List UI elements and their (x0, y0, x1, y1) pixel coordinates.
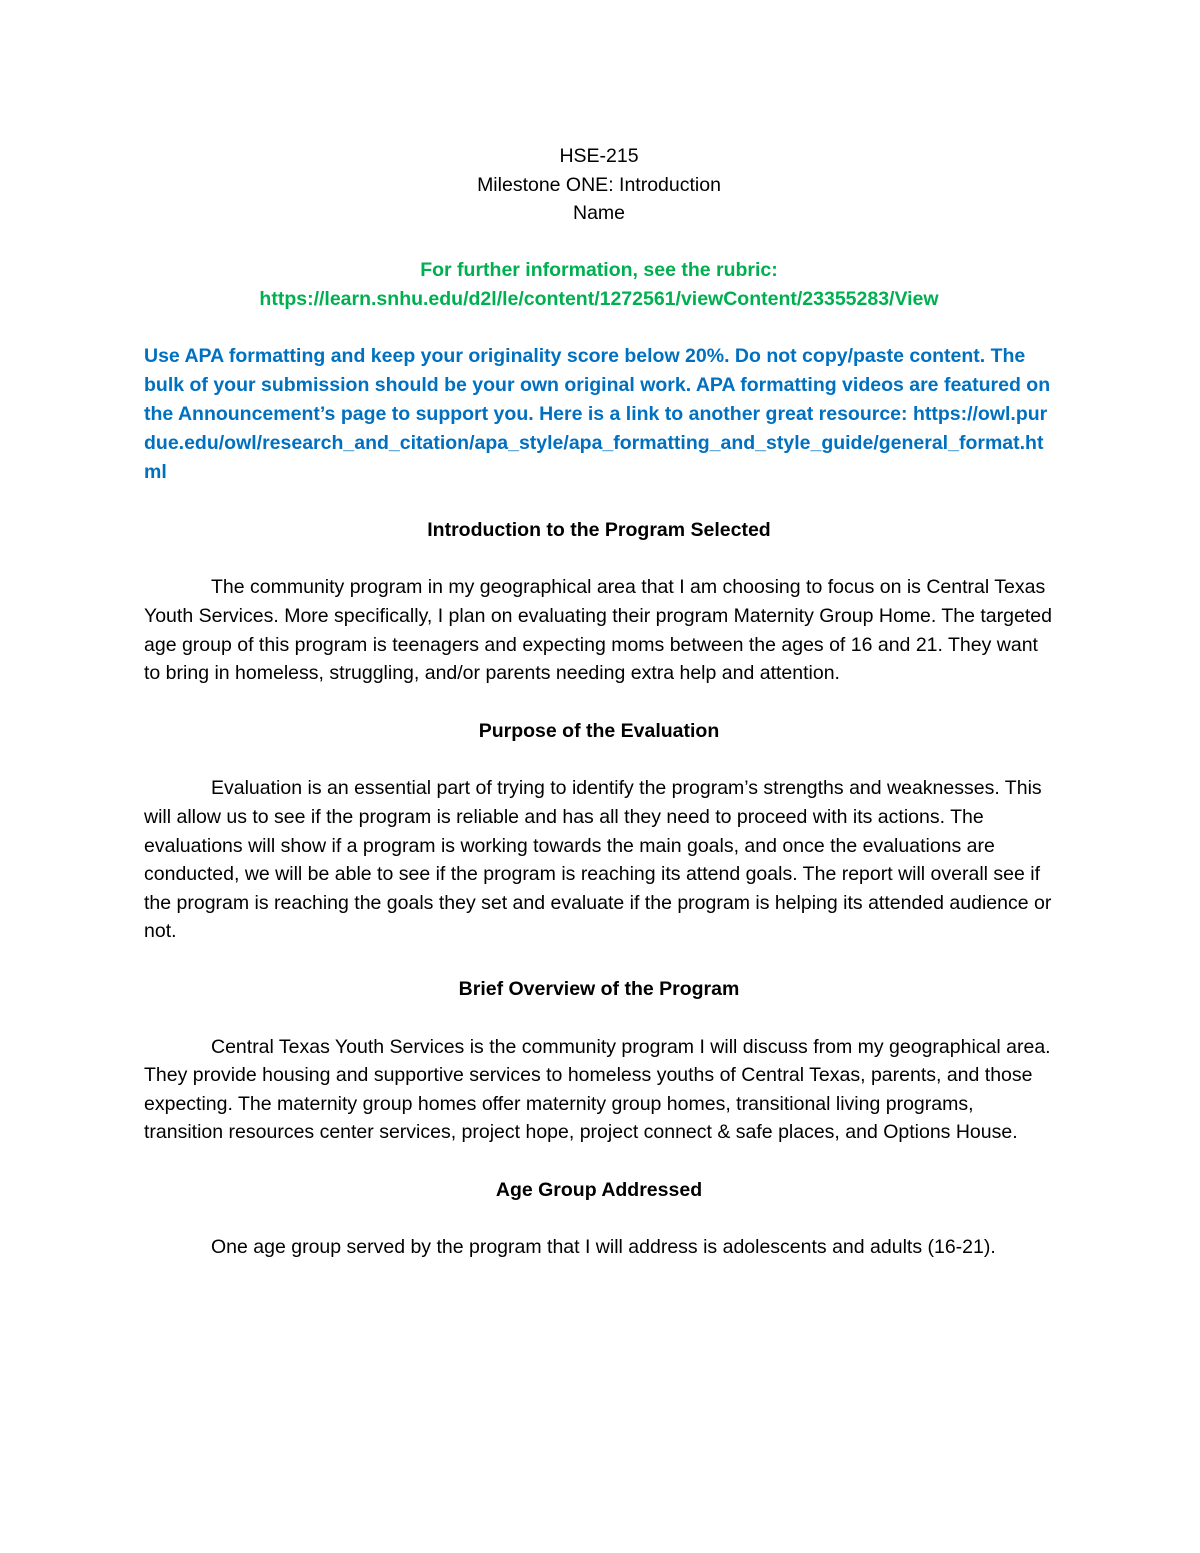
course-code: HSE-215 (559, 145, 639, 167)
author-name: Name (572, 202, 626, 225)
rubric-note (144, 256, 1054, 314)
section-body-age-group: One age group served by the program that I will address is adolescents and adults (16-21). (211, 1236, 996, 1259)
section-body-overview: Central Texas Youth Services is the community program I will discuss from my geographical area. They provide housing and supportive services to homeless youths of Central Texas, parents, and those expecting. The maternity group homes offer maternity group homes, transitional living programs, transition resources center services, project hope, project connect & safe places, and Options House. (144, 1035, 1051, 1144)
milestone-title: Milestone ONE: Introduction (477, 173, 721, 196)
section-heading-purpose: Purpose of the Evaluation (478, 719, 720, 742)
section-heading-overview: Brief Overview of the Program (458, 977, 740, 1000)
title-block (144, 142, 1054, 228)
apa-note (144, 342, 1054, 487)
apa-note-link[interactable]: https://owl.purdue.edu/owl/research_and_citation/apa_style/apa_formatting_and_style_guide/general_format.html (144, 402, 1048, 483)
section-heading-introduction: Introduction to the Program Selected (427, 518, 771, 541)
section-body-purpose: Evaluation is an essential part of trying to identify the program’s strengths and weaknesses. This will allow us to see if the program is reliable and has all they need to proceed with its actions. The evaluations will show if a program is working towards the main goals, and once the evaluations are conducted, we will be able to see if the program is reaching its attend goals. The report will overall see if the program is reaching the goals they set and evaluate if the program is helping its attended audience or not. (144, 777, 1052, 943)
apa-note-text: Use APA formatting and keep your originality score below 20%. Do not copy/paste content. The bulk of your submission should be your own original work. APA formatting videos are featured on the Announcement’s page to support you. Here is a link to another great resource: (144, 344, 1051, 425)
rubric-link[interactable]: https://learn.snhu.edu/d2l/le/content/1272561/viewContent/23355283/View (259, 287, 939, 310)
section-heading-age-group: Age Group Addressed (495, 1178, 703, 1201)
rubric-text: For further information, see the rubric: (420, 258, 778, 281)
section-body-introduction: The community program in my geographical area that I am choosing to focus on is Central Texas Youth Services. More specifically, I plan on evaluating their program Maternity Group Home. The targeted age group of this program is teenagers and expecting moms between the ages of 16 and 21. They want to bring in homeless, struggling, and/or parents needing extra help and attention. (144, 576, 1052, 685)
